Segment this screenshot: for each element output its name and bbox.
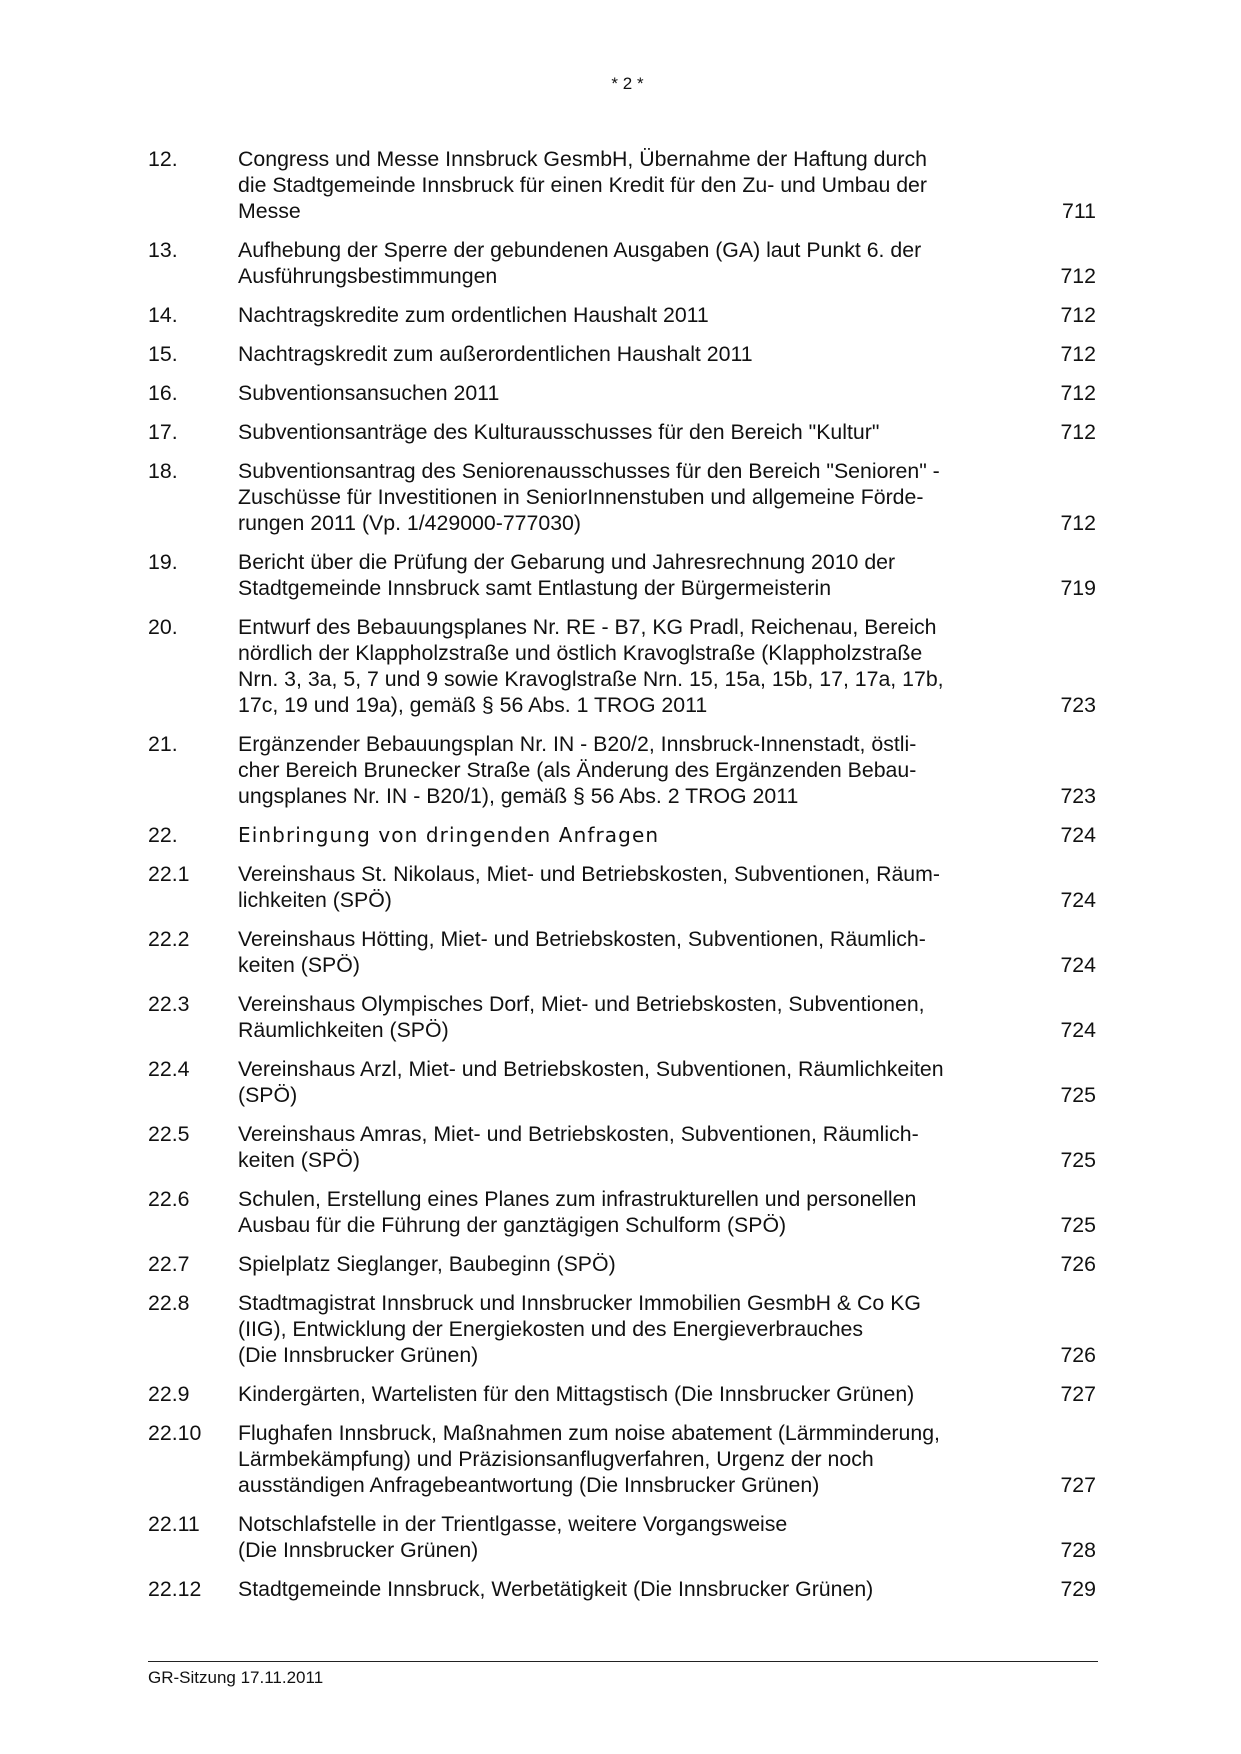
toc-entry: [148, 1576, 1098, 1602]
toc-entry: [148, 1420, 1098, 1498]
toc-entry: [148, 731, 1098, 809]
toc-entry-number: 22.4: [148, 1057, 190, 1081]
toc-entry-number: 22.9: [148, 1382, 190, 1406]
toc-entry: [148, 549, 1098, 601]
toc-entry: [148, 614, 1098, 718]
toc-entry-page: 725: [1060, 1148, 1096, 1172]
toc-entry-number: 16.: [148, 381, 178, 405]
toc-entry-title: Congress und Messe Innsbruck GesmbH, Übernahme der Haftung durch die Stadtgemeinde Innsbruck für einen Kredit für den Zu- und Umbau der Messe: [238, 147, 927, 223]
toc-entry-title: Spielplatz Sieglanger, Baubeginn (SPÖ): [238, 1252, 616, 1276]
toc-entry-page: 712: [1060, 342, 1096, 366]
toc-entry-number: 22.10: [148, 1421, 202, 1445]
toc-entry-page: 724: [1060, 888, 1096, 912]
toc-entry-title: Vereinshaus Hötting, Miet- und Betriebskosten, Subventionen, Räumlich- keiten (SPÖ): [238, 927, 926, 977]
toc-entry-title: Stadtmagistrat Innsbruck und Innsbrucker Immobilien GesmbH & Co KG (IIG), Entwicklung der Energiekosten und des Energieverbrauches (Die Innsbrucker Grünen): [238, 1291, 921, 1367]
toc-entry-number: 22.: [148, 823, 178, 847]
toc-entry-number: 22.2: [148, 927, 190, 951]
footer-divider: [148, 1661, 1098, 1662]
toc-entry-title: Subventionsantrag des Seniorenausschusses für den Bereich "Senioren" - Zuschüsse für Investitionen in SeniorInnenstuben und allgemeine Förde- rungen 2011 (Vp. 1/429000-777030): [238, 459, 940, 535]
toc-entry-title: Einbringung von dringenden Anfragen: [238, 823, 660, 847]
toc-entry-number: 20.: [148, 615, 178, 639]
toc-entry-title: Vereinshaus Arzl, Miet- und Betriebskosten, Subventionen, Räumlichkeiten (SPÖ): [238, 1057, 944, 1107]
toc-entry-number: 22.5: [148, 1122, 190, 1146]
toc-entry-number: 13.: [148, 238, 178, 262]
toc-entry: [148, 822, 1098, 848]
toc-entry-page: 728: [1060, 1538, 1096, 1562]
toc-entry: [148, 419, 1098, 445]
toc-entry: [148, 146, 1098, 224]
toc-entry: [148, 458, 1098, 536]
toc-entry-page: 723: [1060, 784, 1096, 808]
toc-entry: [148, 926, 1098, 978]
toc-entry-number: 22.11: [148, 1512, 200, 1536]
toc-entry-title: Notschlafstelle in der Trientlgasse, weitere Vorgangsweise (Die Innsbrucker Grünen): [238, 1512, 788, 1562]
toc-entry: [148, 237, 1098, 289]
table-of-contents: [148, 146, 1098, 1615]
toc-entry: [148, 1381, 1098, 1407]
toc-entry-title: Bericht über die Prüfung der Gebarung und Jahresrechnung 2010 der Stadtgemeinde Innsbruck samt Entlastung der Bürgermeisterin: [238, 550, 896, 600]
toc-entry-page: 724: [1060, 1018, 1096, 1042]
toc-entry-page: 719: [1060, 576, 1096, 600]
toc-entry-page: 712: [1060, 381, 1096, 405]
footer-session-label: GR-Sitzung 17.11.2011: [148, 1668, 324, 1687]
toc-entry: [148, 861, 1098, 913]
toc-entry-page: 724: [1060, 953, 1096, 977]
toc-entry-number: 22.1: [148, 862, 190, 886]
toc-entry-page: 726: [1060, 1343, 1096, 1367]
toc-entry: [148, 1186, 1098, 1238]
toc-entry-title: Schulen, Erstellung eines Planes zum infrastrukturellen und personellen Ausbau für die Führung der ganztägigen Schulform (SPÖ): [238, 1187, 917, 1237]
toc-entry-number: 21.: [148, 732, 178, 756]
toc-entry: [148, 1056, 1098, 1108]
toc-entry-title: Subventionsanträge des Kulturausschusses für den Bereich "Kultur": [238, 420, 880, 444]
toc-entry: [148, 380, 1098, 406]
toc-entry-page: 727: [1060, 1382, 1096, 1406]
toc-entry-page: 711: [1062, 199, 1096, 223]
toc-entry-title: Nachtragskredite zum ordentlichen Haushalt 2011: [238, 303, 709, 327]
toc-entry-title: Vereinshaus St. Nikolaus, Miet- und Betriebskosten, Subventionen, Räum- lichkeiten (SPÖ): [238, 862, 940, 912]
toc-entry: [148, 1121, 1098, 1173]
toc-entry-title: Flughafen Innsbruck, Maßnahmen zum noise abatement (Lärmminderung, Lärmbekämpfung) und Präzisionsanflugverfahren, Urgenz der noch ausständigen Anfragebeantwortung (Die Innsbrucker Grünen): [238, 1421, 940, 1497]
toc-entry-number: 22.6: [148, 1187, 190, 1211]
toc-entry-page: 729: [1060, 1577, 1096, 1601]
toc-entry: [148, 302, 1098, 328]
toc-entry: [148, 991, 1098, 1043]
toc-entry-page: 712: [1060, 511, 1096, 535]
toc-entry-title: Entwurf des Bebauungsplanes Nr. RE - B7, KG Pradl, Reichenau, Bereich nördlich der Klappholzstraße und östlich Kravoglstraße (Klappholzstraße Nrn. 3, 3a, 5, 7 und 9 sowie Kravoglstraße Nrn. 15, 15a, 15b, 17, 17a, 17b, 17c, 19 und 19a), gemäß § 56 Abs. 1 TROG 2011: [238, 615, 944, 717]
toc-entry-number: 14.: [148, 303, 178, 327]
toc-entry: [148, 341, 1098, 367]
toc-entry-title: Kindergärten, Wartelisten für den Mittagstisch (Die Innsbrucker Grünen): [238, 1382, 915, 1406]
toc-entry-page: 725: [1060, 1083, 1096, 1107]
toc-entry-number: 22.8: [148, 1291, 190, 1315]
toc-entry-title: Subventionsansuchen 2011: [238, 381, 500, 405]
toc-entry-title: Aufhebung der Sperre der gebundenen Ausgaben (GA) laut Punkt 6. der Ausführungsbestimmungen: [238, 238, 922, 288]
toc-entry-number: 22.3: [148, 992, 190, 1016]
toc-entry: [148, 1290, 1098, 1368]
toc-entry: [148, 1251, 1098, 1277]
toc-entry-number: 22.12: [148, 1577, 202, 1601]
toc-entry-page: 724: [1060, 823, 1096, 847]
toc-entry-title: Nachtragskredit zum außerordentlichen Haushalt 2011: [238, 342, 753, 366]
toc-entry-title: Vereinshaus Olympisches Dorf, Miet- und Betriebskosten, Subventionen, Räumlichkeiten (SPÖ): [238, 992, 925, 1042]
toc-entry-page: 712: [1060, 420, 1096, 444]
toc-entry-number: 15.: [148, 342, 178, 366]
toc-entry-page: 712: [1060, 303, 1096, 327]
toc-entry-number: 19.: [148, 550, 178, 574]
toc-entry-page: 726: [1060, 1252, 1096, 1276]
page-number-text: * 2 *: [611, 74, 644, 93]
toc-entry-number: 12.: [148, 147, 178, 171]
page-number: [0, 74, 1241, 94]
toc-entry-number: 18.: [148, 459, 178, 483]
toc-entry-page: 723: [1060, 693, 1096, 717]
toc-entry: [148, 1511, 1098, 1563]
toc-entry-number: 22.7: [148, 1252, 190, 1276]
toc-entry-page: 727: [1060, 1473, 1096, 1497]
toc-entry-title: Ergänzender Bebauungsplan Nr. IN - B20/2, Innsbruck-Innenstadt, östli- cher Bereich Brunecker Straße (als Änderung des Ergänzenden Bebau- ungsplanes Nr. IN - B20/1), gemäß § 56 Abs. 2 TROG 2011: [238, 732, 917, 808]
toc-entry-page: 712: [1060, 264, 1096, 288]
toc-entry-page: 725: [1060, 1213, 1096, 1237]
toc-entry-number: 17.: [148, 420, 178, 444]
toc-entry-title: Stadtgemeinde Innsbruck, Werbetätigkeit (Die Innsbrucker Grünen): [238, 1577, 874, 1601]
toc-entry-title: Vereinshaus Amras, Miet- und Betriebskosten, Subventionen, Räumlich- keiten (SPÖ): [238, 1122, 919, 1172]
